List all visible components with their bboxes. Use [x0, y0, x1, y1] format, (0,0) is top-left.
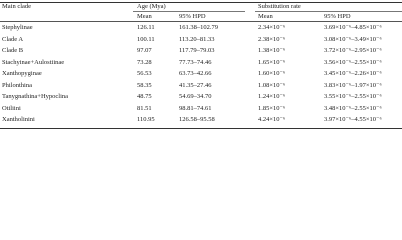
row-age-mean: 126.11 [137, 24, 155, 31]
row-clade: Clade B [2, 47, 24, 54]
row-age-hpd: 161.38–102.79 [179, 24, 218, 31]
row-clade: Otiliini [2, 104, 21, 112]
row-rate-hpd: 3.55×10⁻⁶–2.55×10⁻⁶ [324, 93, 382, 100]
row-rate-hpd: 3.45×10⁻⁶–2.26×10⁻⁶ [324, 70, 382, 77]
row-rate-hpd: 3.08×10⁻⁶–3.49×10⁻⁶ [324, 35, 382, 43]
row-clade: Xanthopyginae [2, 70, 42, 77]
header-rate-mean: Mean [258, 13, 273, 20]
row-rate-hpd: 3.69×10⁻⁶–4.85×10⁻⁶ [324, 24, 382, 31]
table-row [0, 115, 402, 125]
row-clade: Xantholinini [2, 116, 35, 123]
row-age-hpd: 126.58–95.58 [179, 116, 215, 123]
row-age-hpd: 63.73–42.66 [179, 70, 212, 77]
row-age-hpd: 41.35–27.46 [179, 81, 212, 89]
row-rate-mean: 1.60×10⁻⁶ [258, 70, 286, 77]
row-clade: Clade A [2, 35, 24, 43]
row-age-mean: 81.51 [137, 104, 152, 112]
header-main-clade: Main clade [2, 3, 32, 10]
row-rate-hpd: 3.97×10⁻⁶–4.55×10⁻⁶ [324, 116, 382, 123]
row-rate-mean: 2.38×10⁻⁶ [258, 35, 286, 43]
row-age-mean: 48.75 [137, 93, 152, 100]
table-row [0, 58, 402, 68]
row-rate-mean: 4.24×10⁻⁶ [258, 116, 286, 123]
row-rate-mean: 1.24×10⁻⁶ [258, 93, 286, 100]
table-row [0, 23, 402, 33]
table-row [0, 69, 402, 79]
row-rate-mean: 2.34×10⁻⁶ [258, 24, 286, 31]
row-clade: Tanygnathina+Hypoclina [2, 93, 69, 100]
row-age-hpd: 117.79–79.03 [179, 47, 215, 54]
header-rate-hpd: 95% HPD [324, 13, 351, 20]
age-group-rule [133, 11, 245, 12]
row-rate-mean: 1.65×10⁻⁶ [258, 58, 286, 66]
row-clade: Philonthina [2, 81, 32, 89]
row-age-hpd: 54.69–34.70 [179, 93, 212, 100]
row-age-hpd: 98.81–74.61 [179, 104, 212, 112]
header-age: Age (Mya) [137, 3, 166, 10]
table-row [0, 35, 402, 45]
row-rate-mean: 1.08×10⁻⁶ [258, 81, 286, 89]
header-age-mean: Mean [137, 13, 152, 20]
row-age-mean: 58.35 [137, 81, 152, 89]
rate-group-rule [255, 11, 402, 12]
header-age-hpd: 95% HPD [179, 13, 206, 20]
row-clade: Stephylinae [2, 24, 33, 31]
row-rate-hpd: 3.72×10⁻⁶–2.95×10⁻⁶ [324, 47, 382, 54]
table-row [0, 46, 402, 56]
row-rate-mean: 1.38×10⁻⁶ [258, 47, 286, 54]
row-age-mean: 56.53 [137, 70, 152, 77]
row-age-mean: 97.07 [137, 47, 152, 54]
row-rate-hpd: 3.56×10⁻⁶–2.55×10⁻⁶ [324, 58, 382, 66]
row-age-mean: 73.28 [137, 58, 152, 66]
header-substitution-rate: Substitution rate [258, 3, 301, 10]
table-row [0, 104, 402, 114]
table-row [0, 81, 402, 91]
row-clade: Stachyinae+Aulostiinae [2, 58, 65, 66]
bottom-rule [0, 128, 402, 129]
row-age-hpd: 77.73–74.46 [179, 58, 212, 66]
row-age-hpd: 113.20–81.33 [179, 35, 215, 43]
row-age-mean: 110.95 [137, 116, 155, 123]
top-rule [0, 2, 402, 3]
row-age-mean: 100.11 [137, 35, 155, 43]
row-rate-hpd: 3.83×10⁻⁶–1.97×10⁻⁶ [324, 81, 382, 89]
row-rate-mean: 1.85×10⁻⁶ [258, 104, 286, 112]
row-rate-hpd: 3.48×10⁻⁶–2.55×10⁻⁶ [324, 104, 382, 112]
table-row [0, 92, 402, 102]
header-rule [0, 21, 402, 22]
